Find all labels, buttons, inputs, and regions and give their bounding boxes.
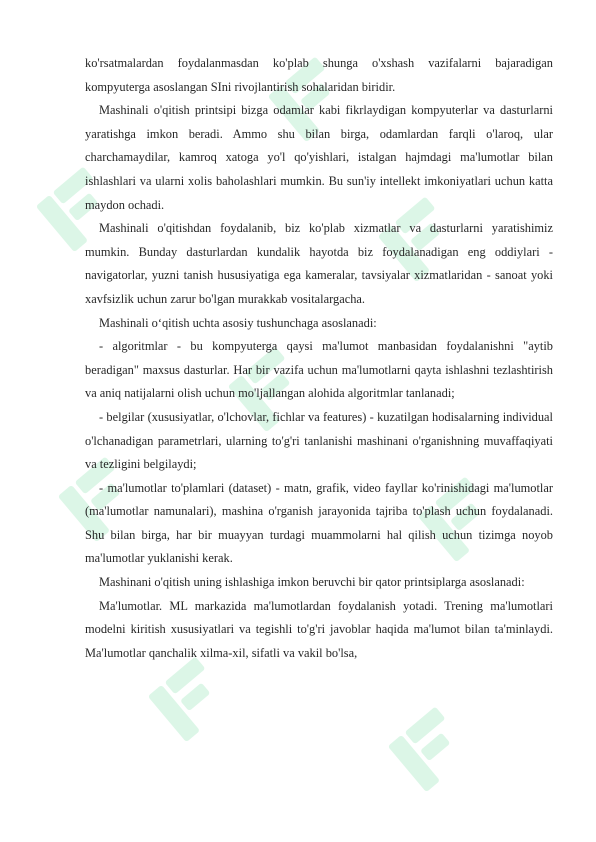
paragraph: Mashinali o'qitishdan foydalanib, biz ko'plab xizmatlar va dasturlarni yaratishimiz mumkin. Bunday dasturlardan kundalik hayotda biz foydalanadigan eng oddiylari - navigatorlar, yuzni tanish hususiyatiga ega kameralar, tavsiyalar xizmatlaridan - sanoat yoki xavfsizlik uchun zarur bo'lgan murakkab vositalargacha. [85, 221, 553, 306]
paragraph: Mashinani o'qitish uning ishlashiga imkon beruvchi bir qator printsiplarga asoslanadi: [99, 575, 525, 590]
list-item: - algoritmlar - bu kompyuterga qaysi ma'lumot manbasidan foydalanishni "aytib beradigan" maxsus dasturlar. Har bir vazifa uchun ma'lumotlarni qayta ishlashni tezlashtirish va aniq natijalarni olish uchun mo'ljallangan alohida algoritmlar tanlanadi; [85, 339, 553, 401]
list-item: - belgilar (xususiyatlar, o'lchovlar, fichlar va features) - kuzatilgan hodisalarning individual o'lchanadigan parametrlari, ularning to'g'ri tanlanishi mashinani o'rganishning muvaffaqiyati va tezligini belgilaydi; [85, 409, 553, 472]
list-item: - ma'lumotlar to'plamlari (dataset) - matn, grafik, video fayllar ko'rinishidagi ma'lumotlar (ma'lumotlar namunalari), mashina o'rganish jarayonida tajriba to'plash uchun foydalanadi. Shu bilan birga, har bir muayyan turdagi muammolarni hal qilish uchun tizimga noyob ma'lumotlar yuklanishi kerak. [85, 480, 553, 566]
paragraph: Ma'lumotlar. ML markazida ma'lumotlardan foydalanish yotadi. Trening ma'lumotlari modelni kiritish xususiyatlari va tegishli to'g'ri javoblar haqida ma'lumot bilan ta'minlaydi. Ma'lumotlar qanchalik xilma-xil, sifatli va vakil bo'lsa, [85, 598, 553, 660]
document-body [85, 52, 553, 665]
paragraph: ko'rsatmalardan foydalanmasdan ko'plab shunga o'xshash vazifalarni bajaradigan kompyuterga asoslangan SIni rivojlantirish sohalaridan biridir. [85, 56, 553, 94]
paragraph: Mashinali o'qitish printsipi bizga odamlar kabi fikrlaydigan kompyuterlar va dasturlarni yaratishga imkon beradi. Ammo shu bilan birga, odamlardan farqli o'laroq, ular charchamaydilar, kamroq xatoga yo'l qo'yishlari, istalgan hajmdagi ma'lumotlar bilan ishlashlari va ularni xolis baholashlari mumkin. Bu sun'iy intellekt imkoniyatlari uchun katta maydon ochadi. [85, 103, 553, 212]
watermark-logo-icon [370, 690, 490, 810]
paragraph: Mashinali o‘qitish uchta asosiy tushunchaga asoslanadi: [99, 315, 377, 330]
